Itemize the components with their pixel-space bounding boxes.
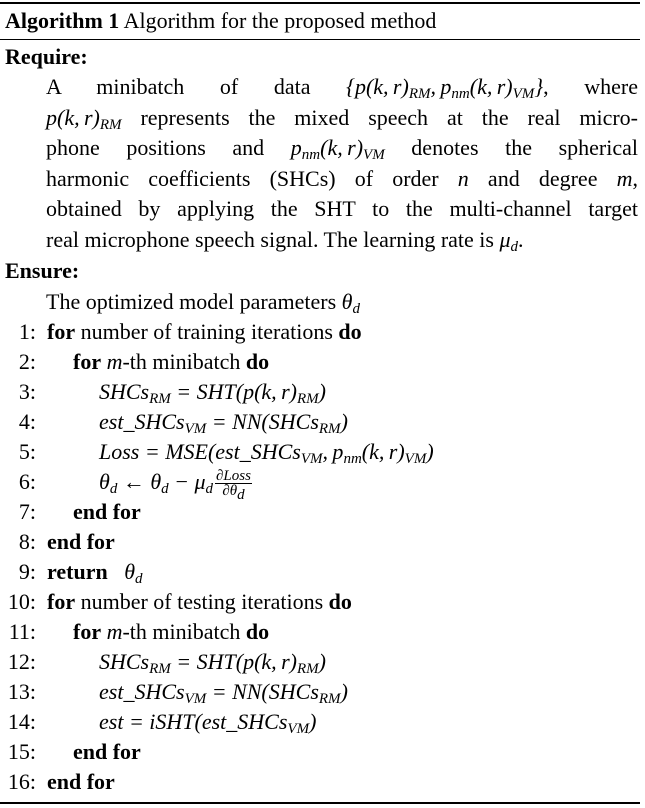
step-2 (0, 347, 640, 377)
line-number: 2: (18, 349, 36, 374)
step-text: end for (73, 499, 141, 524)
require-line-1 (46, 72, 638, 103)
step-text: for m-th minibatch do (73, 349, 270, 374)
line-number: 3: (18, 379, 36, 404)
require-line-5: obtained by applying the SHT to the multi-channel target (46, 196, 638, 221)
step-text: end for (47, 769, 115, 794)
top-rule (0, 2, 640, 4)
step-9 (0, 557, 640, 587)
line-number: 14: (7, 709, 36, 734)
require-line-2 (46, 103, 638, 134)
line-number: 6: (18, 469, 36, 494)
algorithm-title: Algorithm for the proposed method (123, 8, 437, 33)
step-text: end for (73, 739, 141, 764)
step-text: SHCs$_{RM}$ = SHT(p(k, $r)_{RM}$) (99, 649, 326, 677)
require-line-6-text: real microphone speech signal. The learning rate is $\mu_d$. (46, 226, 524, 255)
step-text: for number of testing iterations do (47, 589, 352, 614)
step-16 (0, 767, 640, 797)
algorithm-label: Algorithm 1 (5, 8, 120, 33)
require-line-4-text: harmonic coefficients (SHCs) of order n and degree m, (46, 165, 638, 191)
step-7 (0, 497, 640, 527)
step-10 (0, 587, 640, 617)
algorithm-caption (5, 5, 436, 37)
step-1 (0, 317, 640, 347)
line-number: 4: (18, 409, 36, 434)
step-text: return $\theta_d$ (47, 559, 143, 587)
caption-rule (0, 39, 640, 40)
require-line-6 (46, 225, 638, 256)
step-8 (0, 527, 640, 557)
bottom-rule (0, 802, 640, 804)
ensure-text: The optimized model parameters $\theta_d$ (46, 289, 360, 317)
step-14 (0, 707, 640, 737)
require-line-3-text: phone positions and $p_{nm}(k$, $r)_{VM}$ denotes the spherical (46, 135, 638, 163)
gradient-fraction: $\frac{\text{∂Loss}}{\partial\theta_d}$ (216, 468, 251, 504)
step-6 (0, 467, 640, 504)
step-13 (0, 677, 640, 707)
step-text: for m-th minibatch do (73, 619, 270, 644)
line-number: 11: (8, 619, 36, 644)
ensure-body (46, 287, 360, 317)
line-number: 13: (7, 679, 36, 704)
step-text: est_SHCs$_{VM}$ = NN(SHCs$_{RM}$) (99, 409, 348, 437)
step-11 (0, 617, 640, 647)
step-4 (0, 407, 640, 437)
line-number: 1: (18, 319, 36, 344)
step-text: end for (47, 529, 115, 554)
line-number: 10: (7, 589, 36, 614)
line-number: 5: (18, 439, 36, 464)
line-number: 9: (18, 559, 36, 584)
require-body (46, 72, 638, 255)
require-line-2-text: p(k, $r)_{RM}$ represents the mixed speech at the real micro- (46, 104, 638, 133)
step-text: est = iSHT(est_SHCs$_{VM}$) (99, 709, 317, 737)
step-12 (0, 647, 640, 677)
step-text: est_SHCs$_{VM}$ = NN(SHCs$_{RM}$) (99, 679, 348, 707)
step-3 (0, 377, 640, 407)
step-text: for number of training iterations do (47, 319, 362, 344)
step-15 (0, 737, 640, 767)
step-text: Loss = MSE(est_SHCs$_{VM}$, $p_{nm}(k$, $r)_{VM}$) (99, 439, 434, 467)
require-line-1-text: A minibatch of data {p(k, $r)_{RM}$, $p_{nm}(k$, $r)_{VM}$}, where (46, 74, 638, 102)
require-heading: Require: (5, 44, 88, 69)
require-line-3 (46, 133, 638, 164)
step-5 (0, 437, 640, 467)
line-number: 7: (18, 499, 36, 524)
line-number: 8: (18, 529, 36, 554)
line-number: 12: (7, 649, 36, 674)
step-text: $\theta_d$ ← $\theta_d - \mu_d$ $\frac{\text{∂Loss}}{\partial\theta_d}$ (99, 468, 251, 504)
line-number: 15: (7, 739, 36, 764)
line-number: 16: (7, 769, 36, 794)
require-line-4 (46, 164, 638, 195)
ensure-heading: Ensure: (5, 258, 80, 283)
step-text: SHCs$_{RM}$ = SHT(p(k, $r)_{RM}$) (99, 379, 326, 407)
